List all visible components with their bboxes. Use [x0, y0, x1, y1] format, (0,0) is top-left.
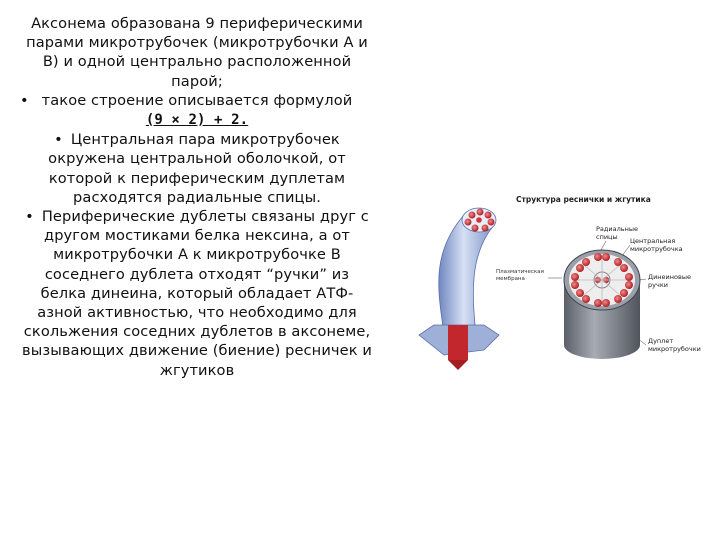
label-doublet: Дуплет микротрубочки: [648, 337, 701, 353]
bullet-marker: •: [25, 208, 34, 226]
basal-body: [448, 325, 468, 360]
bullet-formula-text: такое строение описывается формулой: [41, 91, 353, 109]
bullet-central-pair: [22, 130, 372, 207]
bullet-marker: •: [54, 131, 63, 149]
formula-line: [22, 110, 372, 130]
axoneme-cross-section: [564, 250, 640, 359]
bullet-formula-desc: [22, 91, 372, 110]
main-text: [22, 14, 372, 380]
bullet-doublets: [22, 207, 372, 380]
cilium-figure: [384, 185, 720, 380]
label-central-pair: Центральная микротрубочка: [630, 237, 683, 253]
bullet-central-pair-text: Центральная пара микротрубочек окружена центральной оболочкой, от которой к периферическим дуплетам расходятся радиальные спицы.: [48, 131, 346, 206]
figure-title: Структура реснички и жгутика: [516, 195, 651, 204]
label-plasma-membrane: Плазматическая мембрана: [496, 269, 544, 282]
label-dynein-arms: Динеиновые ручки: [648, 273, 691, 289]
cilium-shaft: [419, 208, 499, 370]
bullet-doublets-text: Периферические дублеты связаны друг с другом мостиками белка нексина, а от микротрубочки А к микротрубочке В соседнего дублета отходят “ручки” из белка динеина, который обладает АТФ-азной активностью, что необходимо для скольжения соседних дублетов в аксонеме, вызывающих движение (биение) ресничек и жгутиков: [22, 208, 372, 379]
paragraph-intro: Аксонема образована 9 периферическими парами микротрубочек (микротрубочки А и В) и одной центрально расположенной парой;: [26, 15, 368, 90]
bullet-marker: •: [20, 91, 29, 109]
label-radial-spoke: Радиальные спицы: [596, 225, 638, 241]
formula: (9 × 2) + 2.: [145, 112, 249, 129]
